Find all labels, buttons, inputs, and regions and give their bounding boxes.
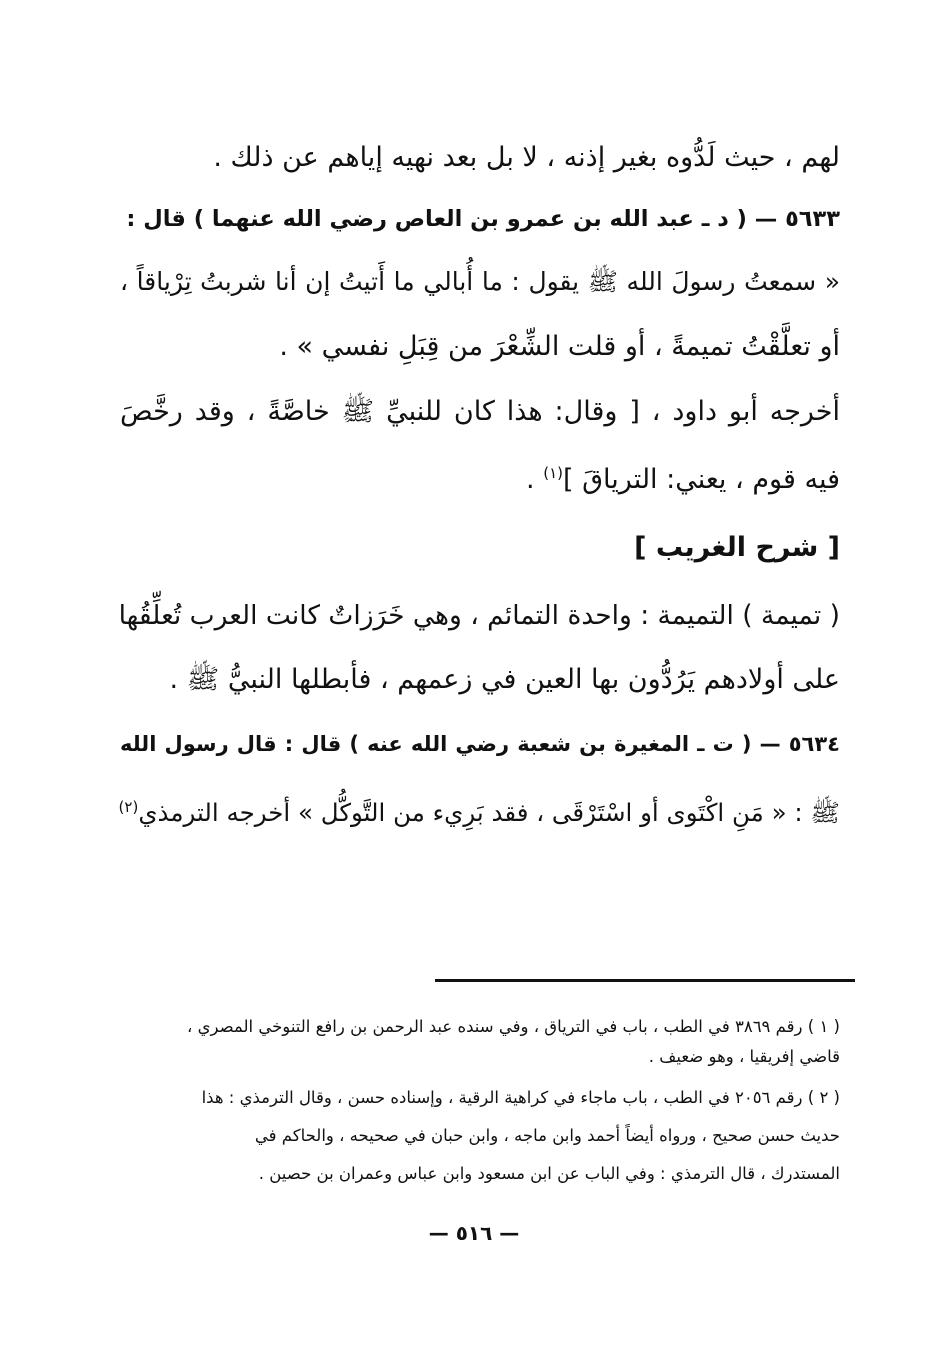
- footnote-1-line-2: قاضي إفريقيا ، وهو ضعيف .: [648, 1047, 840, 1066]
- footnote-2-line-1: ( ٢ ) رقم ٢٠٥٦ في الطب ، باب ماجاء في كراهية الرقية ، وإسناده حسن ، وقال الترمذي : هذا: [201, 1088, 840, 1107]
- page-number: — ٥١٦ —: [428, 1221, 520, 1245]
- text-line-9: على أولادهم يَرُدُّون بها العين في زعمهم ، فأبطلها النبيُّ ﷺ .: [169, 664, 840, 695]
- text-line-1: لهم ، حيث لَدُّوه بغير إذنه ، لا بل بعد نهيه إياهم عن ذلك .: [213, 142, 840, 173]
- text-line-3: « سمعتُ رسولَ الله ﷺ يقول : ما أُبالي ما أَتيتُ إن أنا شربتُ تِرْياقاً ،: [120, 267, 840, 296]
- text-line-5: أخرجه أبو داود ، [ وقال: هذا كان للنبيِّ ﷺ خاصَّةً ، وقد رخَّصَ: [120, 396, 840, 427]
- hadith-heading-5634: ٥٦٣٤ — ( ت ـ المغيرة بن شعبة رضي الله عنه ) قال : قال رسول الله: [120, 732, 840, 756]
- text-line-6-main: فيه قوم ، يعني: الترياقَ ]: [562, 464, 840, 495]
- hadith-heading-5633: ٥٦٣٣ — ( د ـ عبد الله بن عمرو بن العاص رضي الله عنهما ) قال :: [126, 206, 840, 232]
- footnote-separator: [435, 979, 855, 982]
- text-line-6: [120, 460, 840, 500]
- footnote-2-line-3: المستدرك ، قال الترمذي : وفي الباب عن ابن مسعود وابن عباس وعمران بن حصين .: [258, 1164, 840, 1183]
- footnote-1-line-1: ( ١ ) رقم ٣٨٦٩ في الطب ، باب في الترياق ، وفي سنده عبد الرحمن بن رافع التنوخي المصري ،: [187, 1017, 840, 1036]
- text-line-11-main: ﷺ : « مَنِ اكْتَوى أو اسْتَرْقَى ، فقد بَرِيء من التَّوكُّل » أخرجه الترمذي: [138, 798, 840, 827]
- text-line-4: أو تعلَّقْتُ تميمةً ، أو قلت الشِّعْرَ من قِبَلِ نفسي » .: [279, 331, 840, 362]
- footnote-ref-2: (٢): [118, 797, 139, 816]
- section-heading: [ شرح الغريب ]: [634, 532, 840, 563]
- text-line-11: [120, 793, 840, 833]
- footnote-2-line-2: حديث حسن صحيح ، ورواه أيضاً أحمد وابن ماجه ، وابن حبان في صحيحه ، والحاكم في: [254, 1126, 840, 1145]
- footnote-ref-1: (١): [543, 464, 563, 482]
- text-line-6-end: .: [526, 464, 535, 495]
- text-line-8: ( تميمة ) التميمة : واحدة التمائم ، وهي خَرَزاتٌ كانت العرب تُعلِّقُها: [118, 600, 840, 631]
